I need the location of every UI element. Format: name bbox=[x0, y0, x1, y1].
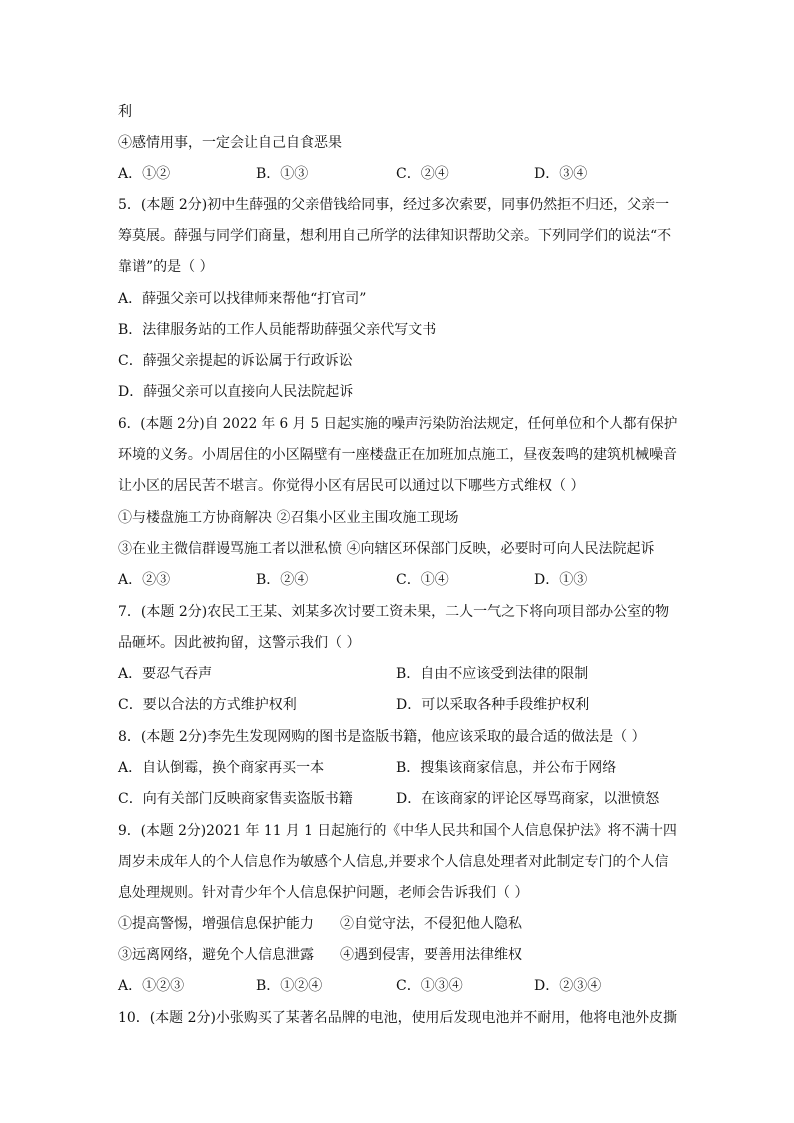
option-b: B．①③ bbox=[256, 166, 309, 182]
option-d: D．可以采取各种手段维护权利 bbox=[396, 697, 590, 713]
option-a: A．自认倒霉，换个商家再买一本 bbox=[118, 760, 325, 776]
text-line: 息处理规则。针对青少年个人信息保护问题，老师会告诉我们（ ） bbox=[118, 885, 529, 901]
option-c: C．①④ bbox=[396, 572, 449, 588]
option-a: A．①②③ bbox=[118, 978, 185, 994]
option-c: C．薛强父亲提起的诉讼属于行政诉讼 bbox=[118, 353, 353, 369]
option-b: B．②④ bbox=[256, 572, 309, 588]
option-a: A．要忍气吞声 bbox=[118, 666, 213, 682]
question-9: 9．(本题 2分)2021 年 11 月 1 日起施行的《中华人民共和国个人信息保护法》将不满十四 bbox=[118, 823, 677, 839]
option-b: B．法律服务站的工作人员能帮助薛强父亲代写文书 bbox=[118, 322, 437, 338]
statement-2: ②自觉守法，不侵犯他人隐私 bbox=[340, 916, 522, 932]
text-line: 利 bbox=[118, 104, 132, 120]
statement-1: ①提高警惕，增强信息保护能力 bbox=[118, 916, 314, 932]
text-line: ④感情用事，一定会让自己自食恶果 bbox=[118, 135, 342, 151]
option-d: D．②③④ bbox=[534, 978, 602, 994]
text-line: 环境的义务。小周居住的小区隔壁有一座楼盘正在加班加点施工，昼夜轰鸣的建筑机械噪音 bbox=[118, 447, 677, 463]
text-line: 周岁未成年人的个人信息作为敏感个人信息,并要求个人信息处理者对此制定专门的个人信 bbox=[118, 854, 669, 870]
option-c: C．要以合法的方式维护权利 bbox=[118, 697, 297, 713]
option-c: C．向有关部门反映商家售卖盗版书籍 bbox=[118, 791, 353, 807]
question-5: 5．(本题 2分)初中生薛强的父亲借钱给同事，经过多次索要，同事仍然拒不归还，父亲一 bbox=[118, 197, 670, 213]
text-line: 靠谱”的是（ ） bbox=[118, 259, 214, 275]
text-line: ③在业主微信群谩骂施工者以泄私愤 ④向辖区环保部门反映，必要时可向人民法院起诉 bbox=[118, 541, 655, 557]
question-8: 8．(本题 2分)李先生发现网购的图书是盗版书籍，他应该采取的最合适的做法是（ ） bbox=[118, 729, 646, 745]
text-line: 让小区的居民苦不堪言。你觉得小区有居民可以通过以下哪些方式维权（ ） bbox=[118, 478, 585, 494]
option-d: D．在该商家的评论区辱骂商家，以泄愤怒 bbox=[396, 791, 660, 807]
text-line: 筹莫展。薛强与同学们商量，想利用自己所学的法律知识帮助父亲。下列同学们的说法“不 bbox=[118, 228, 672, 244]
option-d: D．③④ bbox=[534, 166, 588, 182]
question-7: 7．(本题 2分)农民工王某、刘某多次讨要工资未果，二人一气之下将向项目部办公室的物 bbox=[118, 604, 670, 620]
option-a: A．②③ bbox=[118, 572, 171, 588]
statement-3: ③远离网络，避免个人信息泄露 bbox=[118, 947, 314, 963]
question-6: 6．(本题 2分)自 2022 年 6 月 5 日起实施的噪声污染防治法规定，任何单位和个人都有保护 bbox=[118, 416, 678, 432]
option-d: D．①③ bbox=[534, 572, 588, 588]
statement-4: ④遇到侵害，要善用法律维权 bbox=[340, 947, 522, 963]
option-b: B．①②④ bbox=[256, 978, 323, 994]
text-line: 品砸坏。因此被拘留，这警示我们（ ） bbox=[118, 635, 361, 651]
option-b: B．搜集该商家信息，并公布于网络 bbox=[396, 760, 617, 776]
option-c: C．②④ bbox=[396, 166, 449, 182]
text-line: ①与楼盘施工方协商解决 ②召集小区业主围攻施工现场 bbox=[118, 510, 459, 526]
option-b: B．自由不应该受到法律的限制 bbox=[396, 666, 589, 682]
option-a: A．薛强父亲可以找律师来帮他“打官司” bbox=[118, 291, 367, 307]
option-c: C．①③④ bbox=[396, 978, 463, 994]
option-d: D．薛强父亲可以直接向人民法院起诉 bbox=[118, 384, 354, 400]
option-a: A．①② bbox=[118, 166, 171, 182]
question-10: 10．(本题 2分)小张购买了某著名品牌的电池，使用后发现电池并不耐用，他将电池外皮撕 bbox=[118, 1010, 678, 1026]
